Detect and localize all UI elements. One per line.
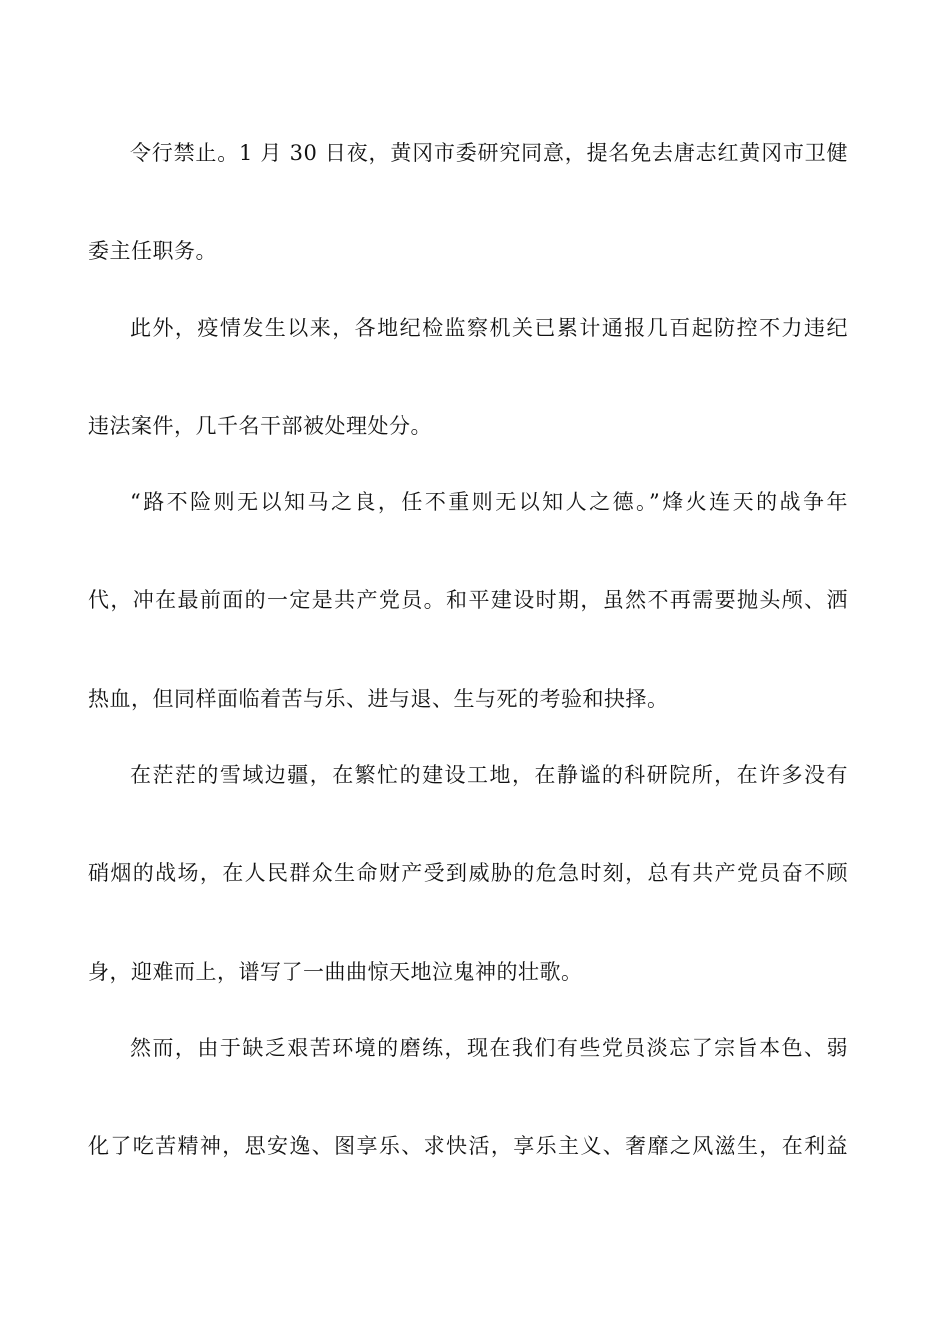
text-line: 代，冲在最前面的一定是共产党员。和平建设时期，虽然不再需要抛头颅、洒 (88, 588, 848, 612)
text-line: 然而，由于缺乏艰苦环境的磨练，现在我们有些党员淡忘了宗旨本色、弱 (130, 1036, 848, 1060)
text-line: 此外，疫情发生以来，各地纪检监察机关已累计通报几百起防控不力违纪 (130, 316, 848, 340)
text-line: 身，迎难而上，谱写了一曲曲惊天地泣鬼神的壮歌。 (88, 960, 583, 984)
text-line: 委主任职务。 (88, 239, 217, 263)
text-line: 热血，但同样面临着苦与乐、进与退、生与死的考验和抉择。 (88, 687, 669, 711)
text-line: “路不险则无以知马之良，任不重则无以知人之德。”烽火连天的战争年 (130, 490, 848, 514)
text-line: 在茫茫的雪域边疆，在繁忙的建设工地，在静谧的科研院所，在许多没有 (130, 763, 848, 787)
text-line: 硝烟的战场，在人民群众生命财产受到威胁的危急时刻，总有共产党员奋不顾 (88, 861, 848, 885)
text-line: 化了吃苦精神，思安逸、图享乐、求快活，享乐主义、奢靡之风滋生，在利益 (88, 1134, 848, 1158)
text-line: 违法案件，几千名干部被处理处分。 (88, 414, 432, 438)
text-line: 令行禁止。1 月 30 日夜，黄冈市委研究同意，提名免去唐志红黄冈市卫健 (130, 141, 848, 165)
